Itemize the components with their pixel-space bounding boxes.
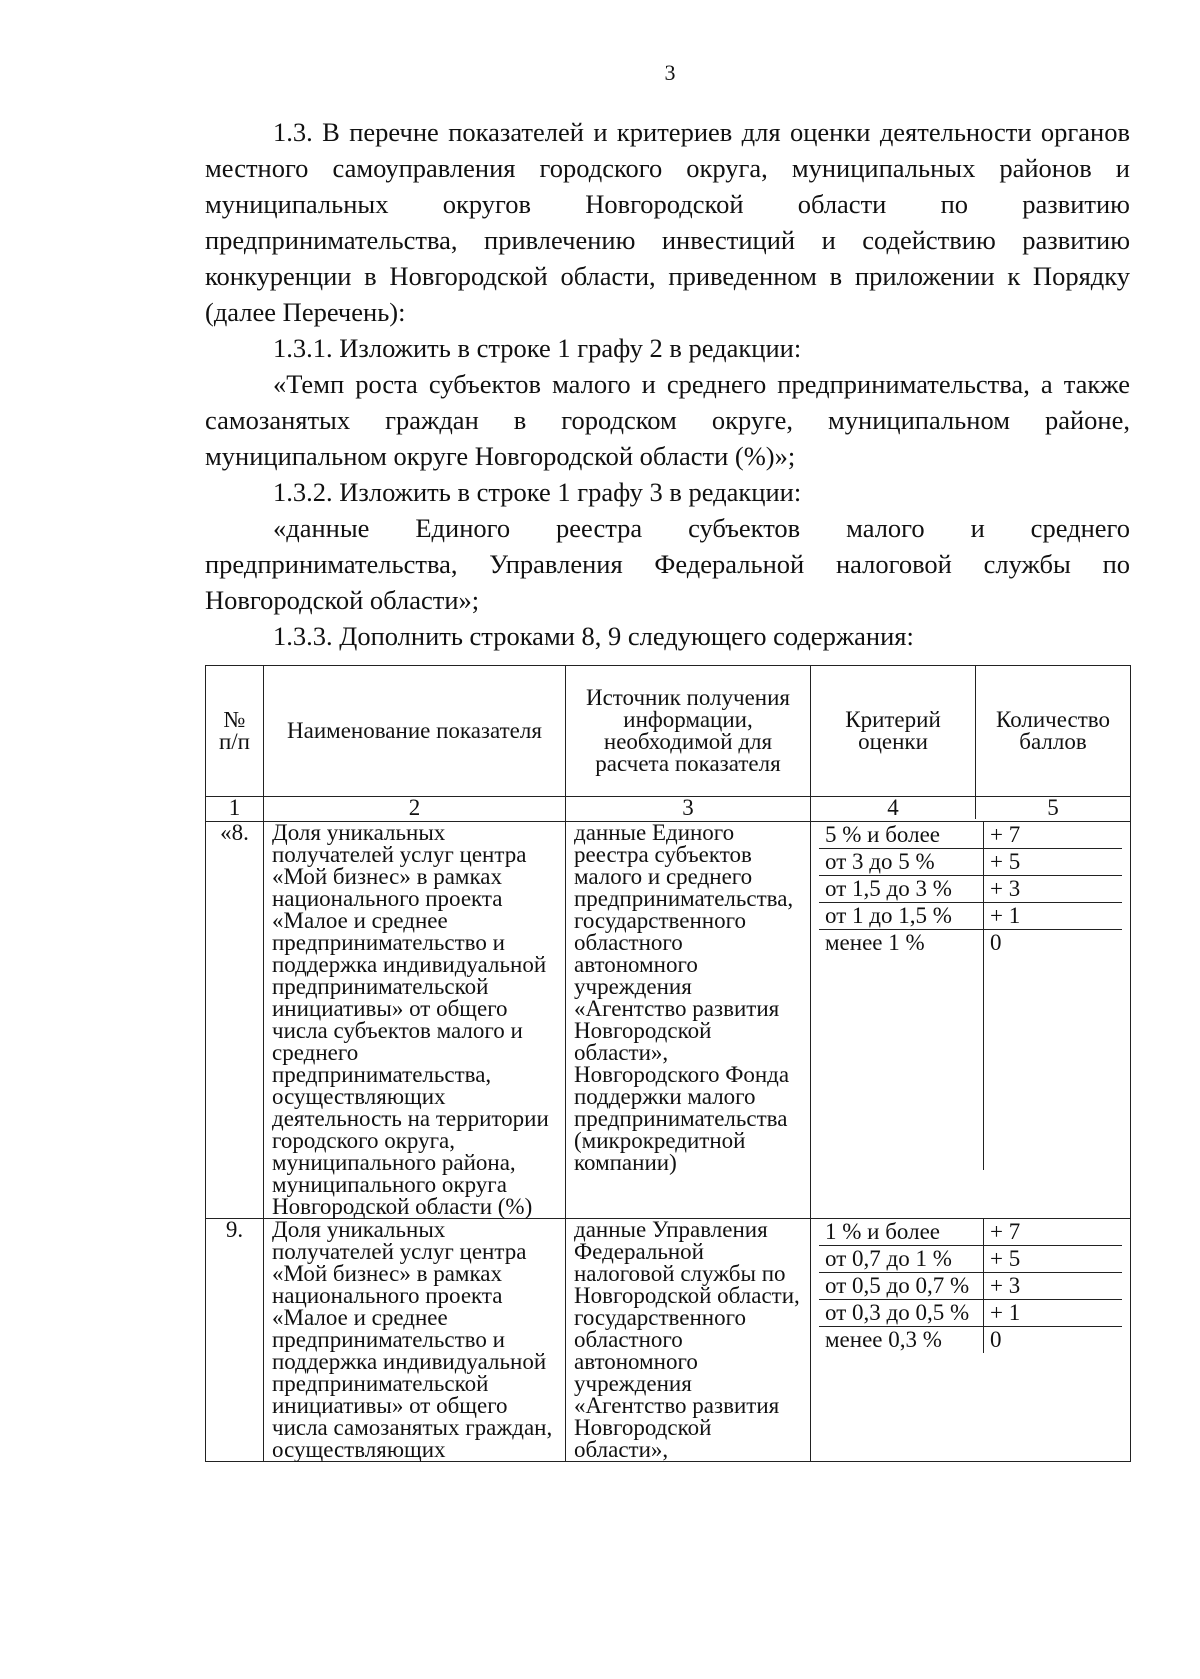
criterion-value: 5 % и более xyxy=(819,822,984,848)
paragraph: «данные Единого реестра субъектов малого и среднего предпринимательства, Управления Федеральной налоговой службы по Новгородской области»; xyxy=(205,513,1130,615)
points-value: + 5 xyxy=(990,1246,1021,1271)
criterion-row xyxy=(819,1327,1122,1353)
points-value: + 1 xyxy=(990,1300,1021,1325)
criterion-row xyxy=(819,849,1122,876)
criterion-value: от 0,7 до 1 % xyxy=(819,1246,984,1272)
page-number: 3 xyxy=(664,60,676,85)
body-text xyxy=(205,114,1130,654)
points-value: 0 xyxy=(990,1327,1002,1352)
criterion-row xyxy=(819,1300,1122,1327)
header-name: Наименование показателя xyxy=(264,666,566,797)
indicator-name: Доля уникальных получателей услуг центра «Мой бизнес» в рамках национального проекта «Малое и среднее предпринимательство и поддержка индивидуальной предпринимательской инициативы» от общего числа самозанятых граждан, осуществляющих xyxy=(264,1219,566,1462)
criteria-table xyxy=(205,665,1131,1462)
criterion-value: менее 0,3 % xyxy=(819,1327,984,1353)
criteria-cell xyxy=(811,822,1131,1219)
criterion-value: от 1 до 1,5 % xyxy=(819,903,984,929)
table-row xyxy=(206,1219,1131,1462)
column-number: 5 xyxy=(1047,795,1059,820)
criterion-row xyxy=(819,1273,1122,1300)
header-source: Источник получения информации, необходимой для расчета показателя xyxy=(566,666,811,797)
paragraph: 1.3.3. Дополнить строками 8, 9 следующего содержания: xyxy=(273,621,914,651)
header-criteria: Критерий оценки xyxy=(845,707,941,754)
criterion-row xyxy=(819,822,1122,849)
header-num: № п/п xyxy=(206,666,264,797)
info-source: данные Управления Федеральной налоговой службы по Новгородской области, государственного областного автономного учреждения «Агентство развития Новгородской области», xyxy=(566,1219,811,1462)
criterion-value: менее 1 % xyxy=(819,930,984,1170)
criterion-value: 1 % и более xyxy=(819,1219,984,1245)
column-number: 1 xyxy=(206,797,264,822)
points-value: + 1 xyxy=(990,903,1021,928)
points-value: + 5 xyxy=(990,849,1021,874)
criterion-value: от 1,5 до 3 % xyxy=(819,876,984,902)
table-header-row xyxy=(206,666,1131,797)
points-value: + 3 xyxy=(990,876,1021,901)
column-number-group xyxy=(811,797,1131,822)
criterion-value: от 0,3 до 0,5 % xyxy=(819,1300,984,1326)
column-number: 3 xyxy=(566,797,811,822)
paragraph: 1.3. В перечне показателей и критериев для оценки деятельности органов местного самоуправления городского округа, муниципальных районов и муниципальных округов Новгородской области по развитию предпринимательства, привлечению инвестиций и содействию развитию конкуренции в Новгородской области, приведенном в приложении к Порядку (далее Перечень): xyxy=(205,117,1130,327)
header-points: Количество баллов xyxy=(975,666,1130,796)
paragraph: 1.3.1. Изложить в строке 1 графу 2 в редакции: xyxy=(273,333,802,363)
table-row xyxy=(206,822,1131,1219)
column-number-row xyxy=(206,797,1131,822)
row-number: 9. xyxy=(206,1219,264,1462)
criterion-row xyxy=(819,930,1122,1170)
criterion-row xyxy=(819,903,1122,930)
indicator-name: Доля уникальных получателей услуг центра «Мой бизнес» в рамках национального проекта «Малое и среднее предпринимательство и поддержка индивидуальной предпринимательской инициативы» от общего числа субъектов малого и среднего предпринимательства, осуществляющих деятельность на территории городского округа, муниципального района, муниципального округа Новгородской области (%) xyxy=(264,822,566,1219)
points-value: + 7 xyxy=(990,1219,1021,1244)
criterion-row xyxy=(819,1246,1122,1273)
column-number: 4 xyxy=(811,797,976,819)
paragraph: «Темп роста субъектов малого и среднего предпринимательства, а также самозанятых граждан в городском округе, муниципальном районе, муниципальном округе Новгородской области (%)»; xyxy=(205,369,1130,471)
points-value: + 3 xyxy=(990,1273,1021,1298)
header-criteria-group xyxy=(811,666,1131,797)
criteria-cell xyxy=(811,1219,1131,1462)
points-value: + 7 xyxy=(990,822,1021,847)
column-number: 2 xyxy=(264,797,566,822)
criterion-value: от 0,5 до 0,7 % xyxy=(819,1273,984,1299)
row-number: «8. xyxy=(206,822,264,1219)
criterion-value: от 3 до 5 % xyxy=(819,849,984,875)
points-value: 0 xyxy=(990,930,1002,955)
criterion-row xyxy=(819,876,1122,903)
paragraph: 1.3.2. Изложить в строке 1 графу 3 в редакции: xyxy=(273,477,802,507)
info-source: данные Единого реестра субъектов малого и среднего предпринимательства, государственного областного автономного учреждения «Агентство развития Новгородской области», Новгородского Фонда поддержки малого предпринимательства (микрокредитной компании) xyxy=(566,822,811,1219)
criterion-row xyxy=(819,1219,1122,1246)
